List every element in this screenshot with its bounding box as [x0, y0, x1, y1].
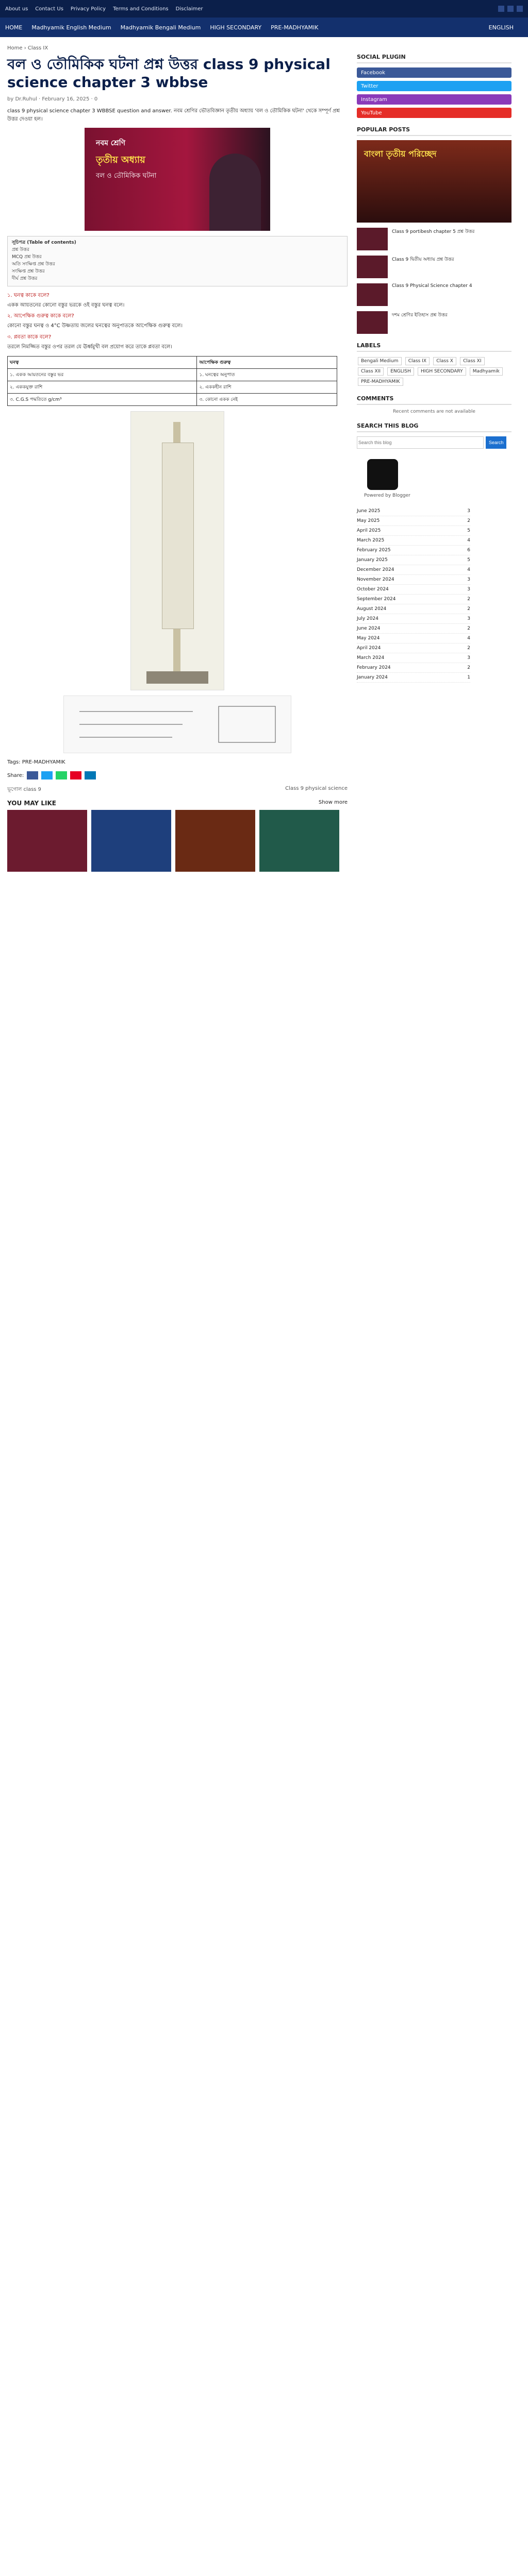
label-link[interactable]: Bengali Medium [358, 357, 402, 365]
popular-post[interactable] [357, 311, 512, 334]
share-row [7, 771, 348, 779]
archive-item[interactable]: January 2025 5 [357, 555, 470, 565]
archive-item[interactable]: February 2024 2 [357, 663, 470, 673]
answer: কোনো বস্তুর ঘনত্ব ও 4°C উষ্ণতায় জলের ঘনত্বের অনুপাতকে আপেক্ষিক গুরুত্ব বলে। [7, 323, 183, 329]
tag-link[interactable]: PRE-MADHYAMIK [22, 759, 65, 766]
nav-item-high-secondary[interactable]: HIGH SECONDARY [210, 24, 262, 31]
answer: একক আয়তনের কোনো বস্তুর ভরকে ওই বস্তুর ঘনত্ব বলে। [7, 302, 125, 308]
table-cell: ৩. C.G.S পদ্ধতিতে g/cm³ [8, 394, 197, 406]
social-plugin-title: SOCIAL PLUGIN [357, 54, 512, 63]
table-cell: ২. এককযুক্ত রাশি [8, 381, 197, 394]
labels-title: LABELS [357, 342, 512, 352]
article-main [7, 45, 348, 872]
instagram-icon[interactable] [517, 6, 523, 12]
answer: তরলে নিমজ্জিত বস্তুর ওপর তরল যে ঊর্ধ্বমুখী বল প্রয়োগ করে তাকে প্লবতা বলে। [7, 344, 172, 350]
popular-post[interactable] [357, 228, 512, 250]
intro-text: class 9 physical science chapter 3 WBBSE question and answer. নবম শ্রেণির ভৌতবিজ্ঞান তৃতীয় অধ্যায় 'বল ও তৌমিকিক ঘটনা' থেকে সম্পূর্ণ প্রশ্ন উত্তর দেওয়া হল। [7, 108, 340, 122]
blogger-logo-icon[interactable] [367, 459, 398, 490]
topbar-link-about[interactable]: About us [5, 6, 28, 12]
toc-item[interactable]: প্রশ্ন উত্তর [12, 247, 29, 252]
twitter-button[interactable]: Twitter [357, 81, 512, 91]
toc-item[interactable]: অতি সংক্ষিপ্ত প্রশ্ন উত্তর [12, 261, 55, 267]
labels-cloud [357, 356, 512, 387]
table-cell: ৩. কোনো একক নেই [197, 394, 337, 406]
label-link[interactable]: Class IX [405, 357, 430, 365]
topbar-link-disclaimer[interactable]: Disclaimer [175, 6, 203, 12]
table-cell: ২. এককহীন রাশি [197, 381, 337, 394]
you-may-like-title: YOU MAY LIKE [7, 800, 56, 807]
show-more-link[interactable]: Show more [318, 800, 348, 806]
toc-item[interactable]: সংক্ষিপ্ত প্রশ্ন উত্তর [12, 268, 45, 274]
archive-list [357, 506, 512, 683]
twitter-icon[interactable] [507, 6, 514, 12]
popular-post-title: দশম শ্রেণির ইতিহাস প্রশ্ন উত্তর [392, 313, 448, 318]
popular-thumbnail [357, 283, 388, 306]
whatsapp-share-icon[interactable] [56, 771, 67, 779]
popular-posts-title: POPULAR POSTS [357, 126, 512, 136]
comments-title: COMMENTS [357, 395, 512, 405]
search-button[interactable]: Search [486, 436, 506, 449]
figure-tube [162, 443, 194, 629]
question: ১. ঘনত্ব কাকে বলে? [7, 292, 50, 298]
diagram-box [219, 706, 275, 742]
archive-item[interactable]: May 2024 4 [357, 634, 470, 643]
post-meta: by Dr.Ruhul · February 16, 2025 · 0 [7, 96, 98, 102]
related-post-card[interactable] [259, 810, 339, 872]
toc-title: সূচিপত্র (Table of contents) [12, 240, 76, 245]
archive-item[interactable]: June 2025 3 [357, 506, 470, 516]
archive-item[interactable]: September 2024 2 [357, 595, 470, 604]
label-link[interactable]: HIGH SECONDARY [418, 367, 466, 376]
label-link[interactable]: Madhyamik [470, 367, 503, 376]
archive-item[interactable]: November 2024 3 [357, 575, 470, 585]
powered-by: Powered by Blogger [364, 493, 410, 498]
pinterest-share-icon[interactable] [70, 771, 81, 779]
related-post-card[interactable] [7, 810, 87, 872]
next-post-link[interactable]: Class 9 physical science [285, 786, 348, 792]
label-link[interactable]: Class X [433, 357, 456, 365]
facebook-icon[interactable] [498, 6, 504, 12]
archive-item[interactable]: March 2024 3 [357, 653, 470, 663]
you-may-like [7, 800, 348, 872]
popular-thumbnail [357, 256, 388, 278]
question: ২. আপেক্ষিক গুরুত্ব কাকে বলে? [7, 313, 74, 319]
archive-item[interactable]: July 2024 3 [357, 614, 470, 624]
facebook-button[interactable]: Facebook [357, 67, 512, 78]
label-link[interactable]: Class XI [460, 357, 484, 365]
hydrometer-figure [130, 411, 224, 690]
sidebar [357, 45, 512, 872]
figure-base [146, 671, 208, 684]
related-post-card[interactable] [91, 810, 171, 872]
teacher-avatar [209, 154, 261, 231]
tags-label: Tags [7, 759, 19, 766]
archive-item[interactable]: June 2024 2 [357, 624, 470, 634]
topbar-link-privacy[interactable]: Privacy Policy [70, 6, 106, 12]
equation-sketch [64, 696, 291, 753]
banner-line-1: নবম শ্রেণি [96, 139, 126, 147]
search-input[interactable] [357, 436, 484, 449]
comparison-table [7, 356, 337, 406]
search-box [357, 436, 512, 449]
topbar-link-contact[interactable]: Contact Us [35, 6, 63, 12]
main-nav [0, 18, 528, 37]
nav-item-home[interactable]: HOME [5, 24, 23, 31]
nav-item-english[interactable]: ENGLISH [488, 24, 514, 31]
nav-item-madhyamik-bengali[interactable]: Madhyamik Bengali Medium [120, 24, 201, 31]
question: ৩. প্লবতা কাকে বলে? [7, 334, 52, 340]
label-link[interactable]: Class XII [358, 367, 384, 376]
table-row [8, 394, 337, 406]
page-title: বল ও তৌমিকিক ঘটনা প্রশ্ন উত্তর class 9 physical science chapter 3 wbbse [7, 56, 331, 91]
instagram-button[interactable]: Instagram [357, 94, 512, 105]
table-row [8, 381, 337, 394]
popular-post[interactable] [357, 283, 512, 306]
equation-figure [63, 696, 291, 753]
label-link[interactable]: PRE-MADHYAMIK [358, 378, 403, 386]
post-navigation [7, 786, 348, 794]
youtube-button[interactable]: YouTube [357, 108, 512, 118]
table-header: আপেক্ষিক গুরুত্ব [197, 357, 337, 369]
nav-item-madhyamik-english[interactable]: Madhyamik English Medium [31, 24, 111, 31]
popular-post-title: Class 9 Physical Science chapter 4 [392, 283, 472, 289]
top-bar [0, 0, 528, 18]
tags-row: Tags: PRE-MADHYAMIK [7, 759, 65, 766]
popular-post-title: Class 9 দ্বিতীয় অধ্যায় প্রশ্ন উত্তর [392, 257, 454, 262]
archive-item[interactable]: October 2024 3 [357, 585, 470, 595]
archive-item[interactable]: April 2024 2 [357, 643, 470, 653]
featured-banner [85, 128, 270, 231]
banner-line-3: বল ও তৌমিকিক ঘটনা [96, 172, 157, 180]
popular-post[interactable] [357, 256, 512, 278]
search-title: SEARCH THIS BLOG [357, 422, 512, 432]
twitter-share-icon[interactable] [41, 771, 53, 779]
archive-item[interactable]: April 2025 5 [357, 526, 470, 536]
popular-thumbnail [357, 228, 388, 250]
previous-post-link[interactable]: ভূগোল class 9 [7, 787, 41, 793]
banner-line-2: তৃতীয় অধ্যায় [96, 155, 145, 165]
table-cell: ১. একক আয়তনের বস্তুর ভর [8, 369, 197, 381]
archive-item[interactable]: August 2024 2 [357, 604, 470, 614]
archive-item[interactable]: February 2025 6 [357, 546, 470, 555]
archive-item[interactable]: January 2024 1 [357, 673, 470, 683]
archive-item[interactable]: March 2025 4 [357, 536, 470, 546]
popular-featured[interactable]: বাংলা তৃতীয় পরিচ্ছেদ [357, 140, 512, 223]
archive-item[interactable]: December 2024 4 [357, 565, 470, 575]
table-header: ঘনত্ব [8, 357, 197, 369]
nav-item-pre-madhyamik[interactable]: PRE-MADHYAMIK [271, 24, 319, 31]
table-of-contents [7, 236, 348, 286]
related-post-card[interactable] [175, 810, 255, 872]
table-row [8, 369, 337, 381]
linkedin-share-icon[interactable] [85, 771, 96, 779]
table-cell: ১. ঘনত্বের অনুপাত [197, 369, 337, 381]
toc-item[interactable]: MCQ প্রশ্ন উত্তর [12, 254, 42, 260]
archive-item[interactable]: May 2025 2 [357, 516, 470, 526]
popular-thumbnail [357, 311, 388, 334]
label-link[interactable]: ENGLISH [387, 367, 414, 376]
popular-post-title: Class 9 portibesh chapter 5 প্রশ্ন উত্তর [392, 229, 475, 234]
share-label: Share: [7, 772, 24, 778]
breadcrumb[interactable]: Home › Class IX [7, 45, 48, 51]
qa-section [7, 292, 348, 351]
facebook-share-icon[interactable] [27, 771, 38, 779]
comments-note: Recent comments are not available [393, 409, 475, 414]
toc-item[interactable]: দীর্ঘ প্রশ্ন উত্তর [12, 276, 38, 281]
topbar-link-terms[interactable]: Terms and Conditions [113, 6, 169, 12]
